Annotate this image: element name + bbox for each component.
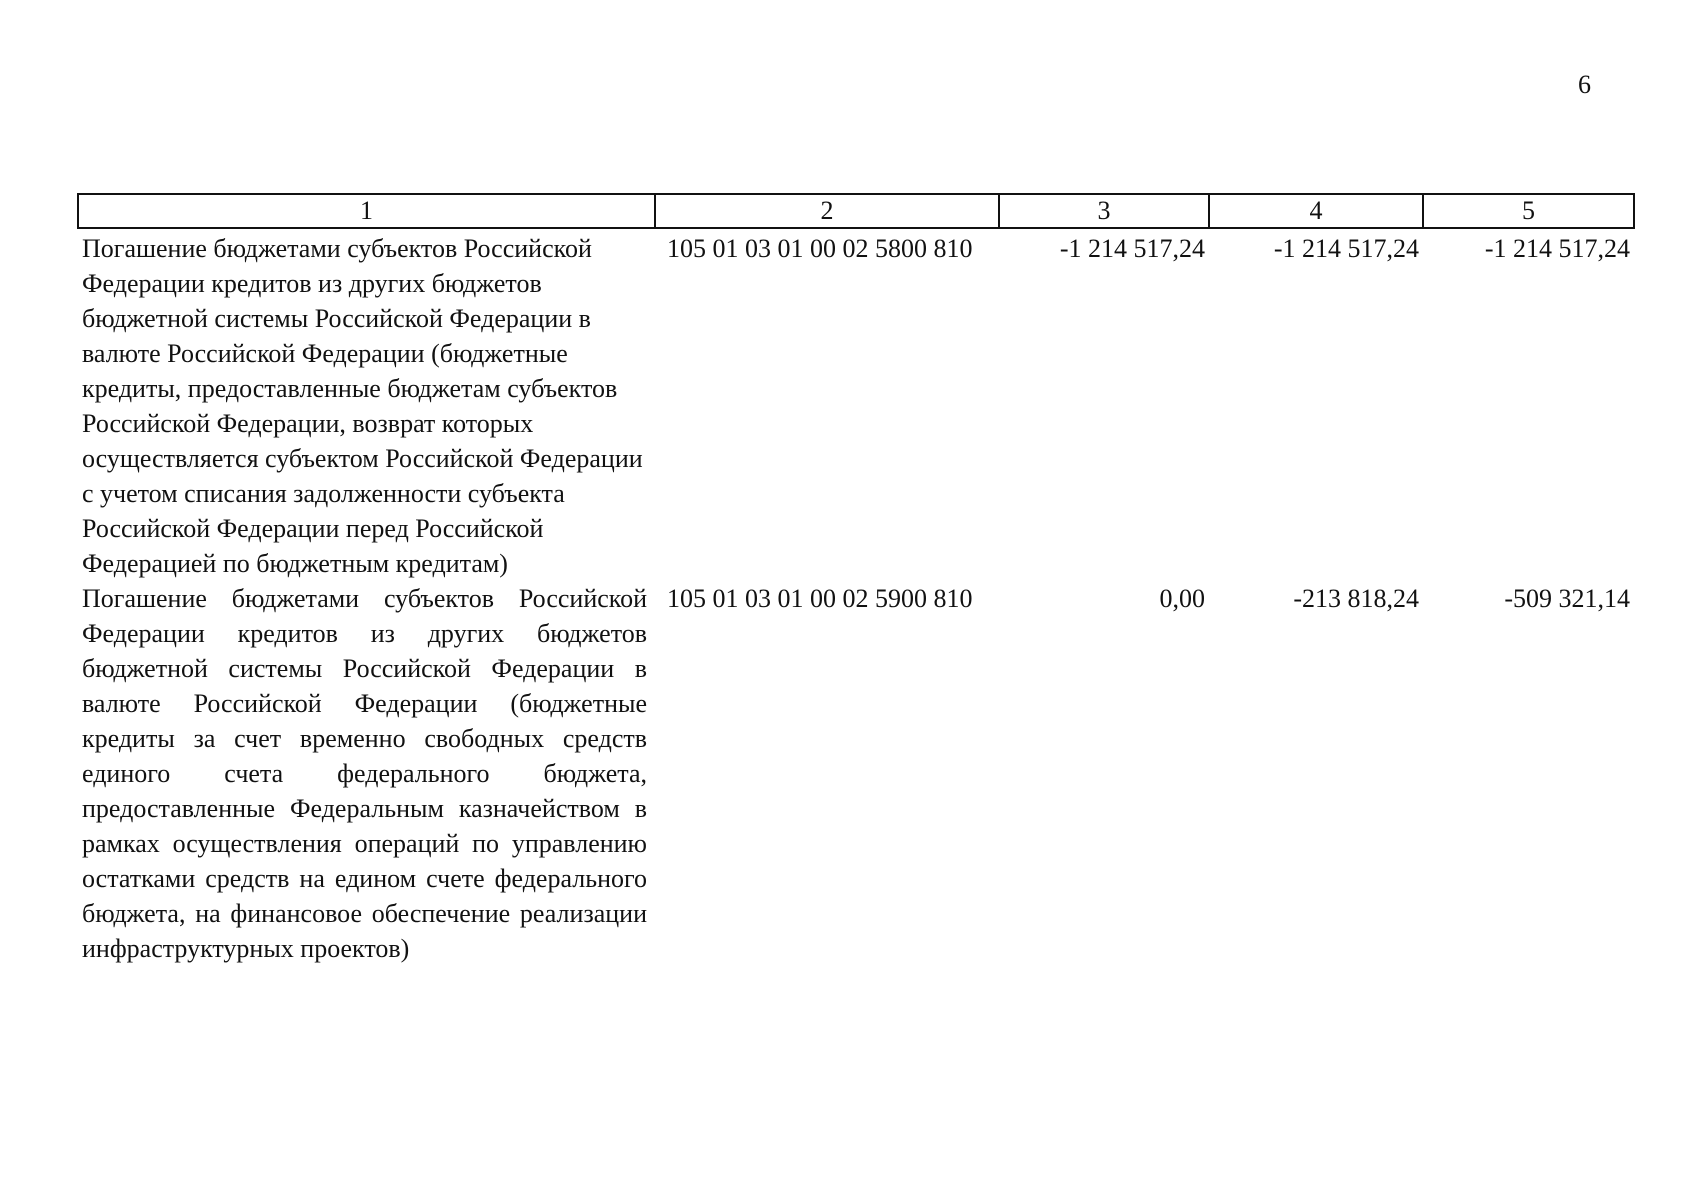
table-header-row — [78, 194, 1634, 228]
table-row — [78, 581, 1634, 966]
column-header-5: 5 — [1423, 194, 1634, 228]
row-value-col5: -509 321,14 — [1504, 584, 1630, 613]
row-value-col3: 0,00 — [1159, 584, 1205, 613]
column-header-2: 2 — [655, 194, 999, 228]
column-header-3: 3 — [999, 194, 1209, 228]
column-header-4: 4 — [1209, 194, 1423, 228]
row-description: Погашение бюджетами субъектов Российской Федерации кредитов из других бюджетов бюджетной системы Российской Федерации в валюте Российской Федерации (бюджетные кредиты за счет временно свободных средств единого счета федерального бюджета, предоставленные Федеральным казначейством в рамках осуществления операций по управлению остатками средств на едином счете федерального бюджета, на финансовое обеспечение реализации инфраструктурных проектов) — [82, 584, 647, 963]
column-header-1: 1 — [78, 194, 655, 228]
row-description: Погашение бюджетами субъектов Российской Федерации кредитов из других бюджетов бюджетной системы Российской Федерации в валюте Российской Федерации (бюджетные кредиты, предоставленные бюджетам субъектов Российской Федерации, возврат которых осуществляется субъектом Российской Федерации с учетом списания задолженности субъекта Российской Федерации перед Российской Федерацией по бюджетным кредитам) — [82, 234, 643, 578]
row-value-col5: -1 214 517,24 — [1484, 234, 1630, 263]
row-budget-code: 105 01 03 01 00 02 5900 810 — [667, 584, 973, 613]
page-number: 6 — [1578, 70, 1591, 99]
row-budget-code: 105 01 03 01 00 02 5800 810 — [667, 234, 973, 263]
row-value-col4: -213 818,24 — [1293, 584, 1419, 613]
table-row — [78, 228, 1634, 581]
row-value-col3: -1 214 517,24 — [1059, 234, 1205, 263]
budget-table — [77, 193, 1635, 966]
row-value-col4: -1 214 517,24 — [1273, 234, 1419, 263]
